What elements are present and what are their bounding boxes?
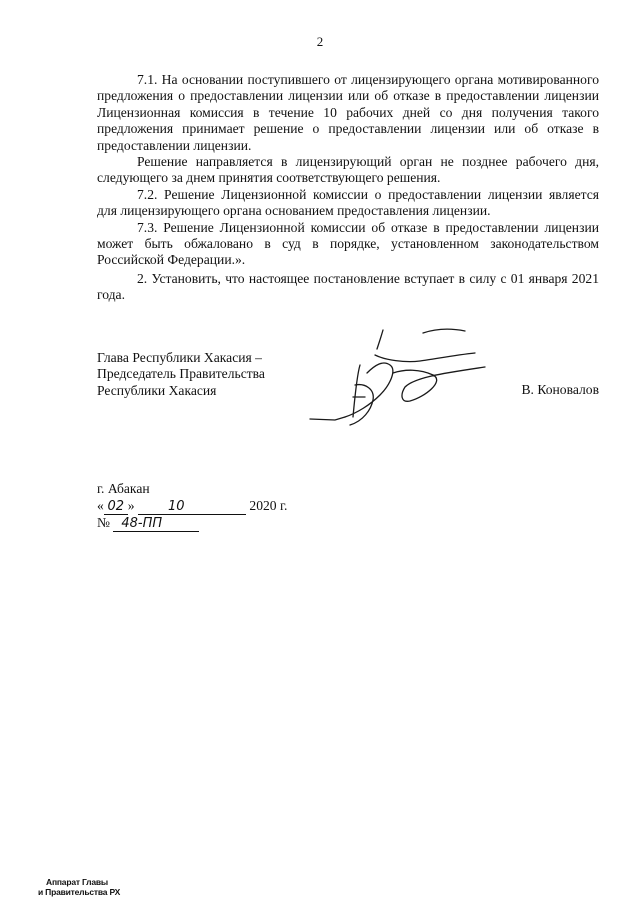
date-day: 02 (104, 500, 128, 515)
stamp-line: Аппарат Главы (46, 877, 108, 887)
paragraph-7-1: 7.1. На основании поступившего от лицензирующего органа мотивированного предложения о предоставлении лицензии или об отказе в предоставлении лицензии Лицензионная комиссия в течение 10 рабочих дней со дня получения такого предложения принимает решение о предоставлении лицензии или об отказе в предоставлении лицензии. (97, 72, 599, 153)
number-label: № (97, 514, 110, 530)
paragraph-7-3: 7.3. Решение Лицензионной комиссии об отказе в предоставлении лицензии может быть обжаловано в суд в порядке, установленном законодательством Российской Федерации.». (97, 219, 599, 268)
stamp-line: и Правительства РХ (38, 887, 121, 897)
number-value: 48-ПП (113, 517, 199, 532)
signer-title-line: Председатель Правительства (97, 366, 265, 382)
issue-city: г. Абакан (97, 481, 150, 496)
document-number (97, 515, 287, 532)
issue-date (97, 498, 287, 515)
paragraph-2-effective-date: 2. Установить, что настоящее постановление вступает в силу с 01 января 2021 года. (97, 270, 599, 303)
signer-title-line: Республики Хакасия (97, 382, 217, 398)
paragraph-decision: Решение направляется в лицензирующий орган не позднее рабочего дня, следующего за днем принятия соответствующего решения. (97, 154, 599, 186)
issuance-details (97, 481, 287, 532)
date-open-quote: « (97, 497, 104, 513)
paragraph-7-2: 7.2. Решение Лицензионной комиссии о предоставлении лицензии является для лицензирующего органа основанием предоставления лицензии. (97, 186, 599, 219)
date-month: 10 (138, 500, 246, 515)
office-stamp (38, 877, 120, 897)
handwritten-signature (305, 325, 505, 430)
page-number: 2 (316, 34, 324, 49)
signer-name: В. Коновалов (521, 382, 599, 397)
signer-title-line: Глава Республики Хакасия – (97, 350, 262, 365)
date-year: 2020 г. (249, 497, 288, 513)
date-close-quote: » (127, 497, 135, 513)
document-body (97, 72, 599, 304)
